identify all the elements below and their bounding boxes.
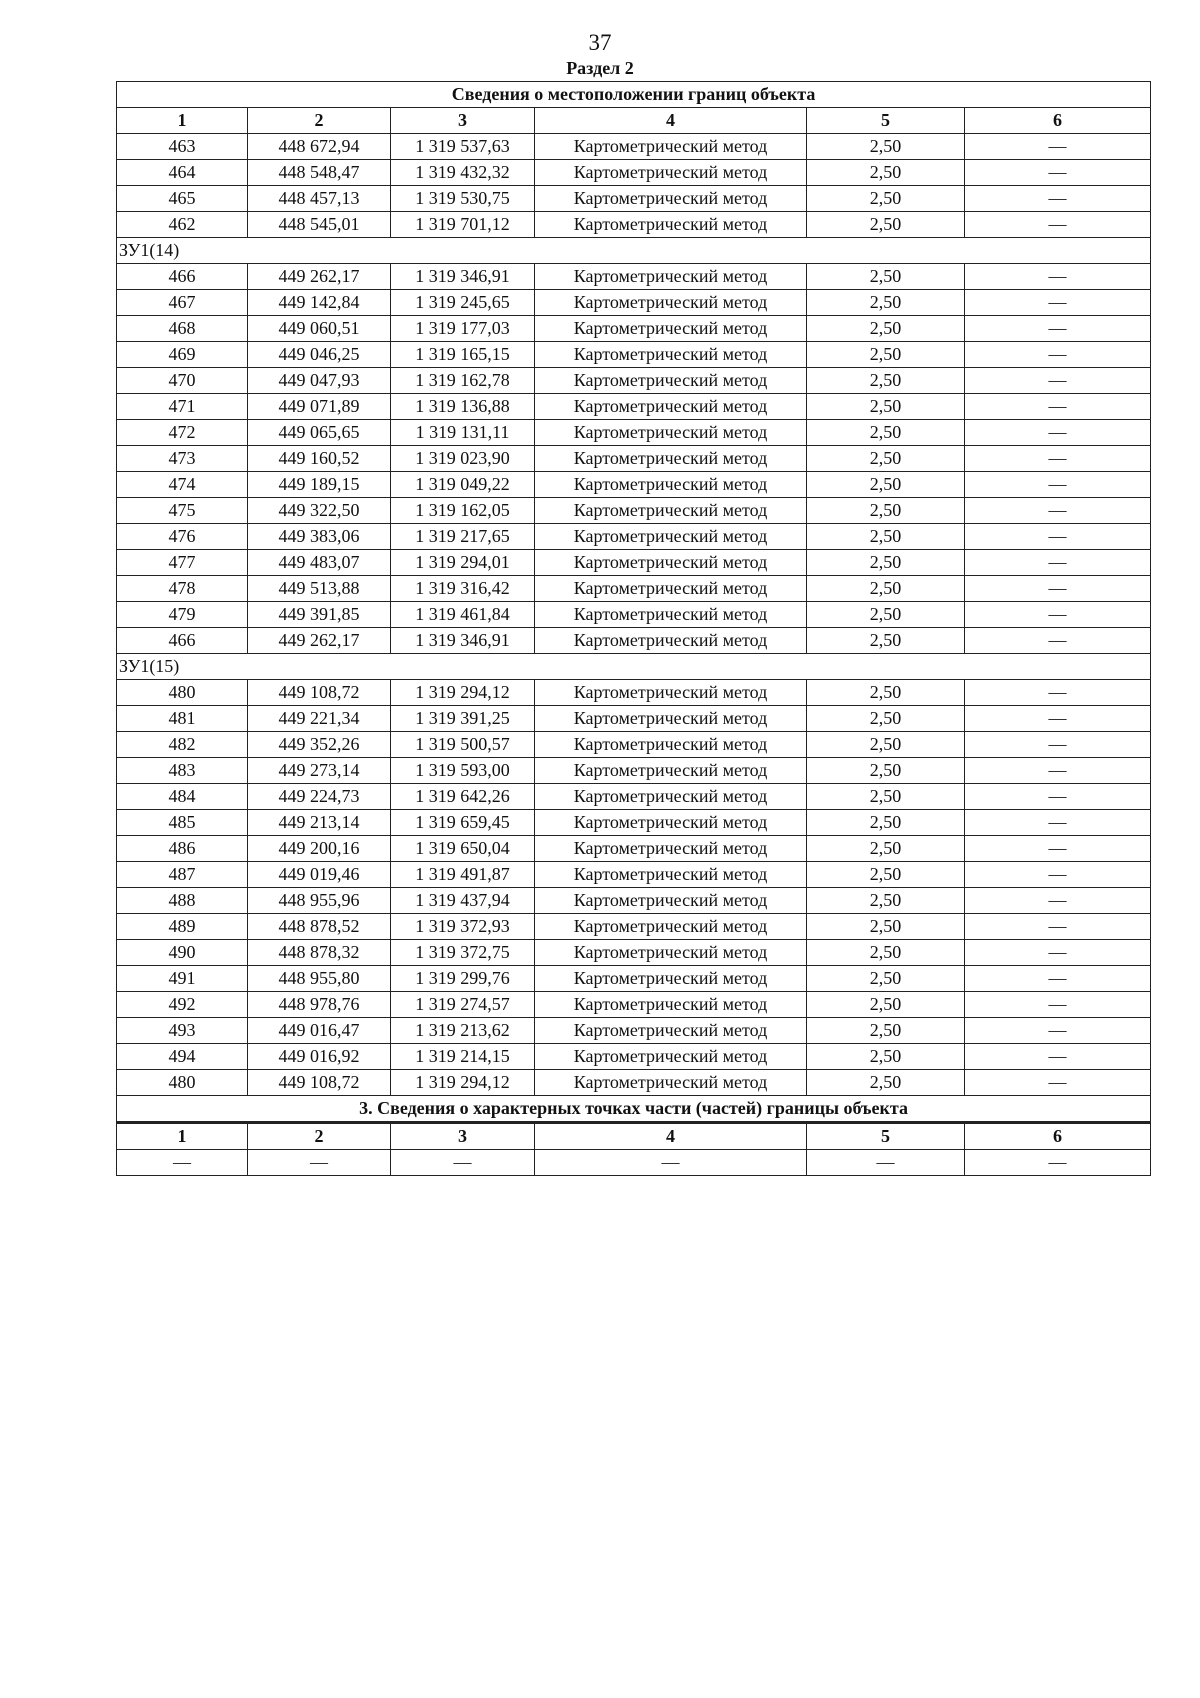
table-title-cell: Сведения о местоположении границ объекта <box>117 82 1151 108</box>
table-cell: 448 545,01 <box>248 212 391 238</box>
table-cell: 1 319 372,75 <box>391 940 535 966</box>
table-cell: — <box>965 680 1151 706</box>
table-cell: Картометрический метод <box>535 316 807 342</box>
table-cell: — <box>965 1018 1151 1044</box>
table-cell: Картометрический метод <box>535 784 807 810</box>
table-cell: 475 <box>117 498 248 524</box>
table-cell: 2,50 <box>807 836 965 862</box>
table-cell: 1 319 049,22 <box>391 472 535 498</box>
table-cell: 2,50 <box>807 992 965 1018</box>
table-cell: 1 319 593,00 <box>391 758 535 784</box>
table-row <box>117 576 1151 602</box>
table-cell: Картометрический метод <box>535 732 807 758</box>
table-cell: 1 319 500,57 <box>391 732 535 758</box>
table-cell: 2,50 <box>807 134 965 160</box>
table-cell: Картометрический метод <box>535 940 807 966</box>
table-cell: — <box>965 368 1151 394</box>
table-cell: 469 <box>117 342 248 368</box>
table-cell: 448 548,47 <box>248 160 391 186</box>
table-cell: Картометрический метод <box>535 186 807 212</box>
table-cell: — <box>965 602 1151 628</box>
table-cell: 2 <box>248 108 391 134</box>
table-row <box>117 290 1151 316</box>
table-cell: 1 319 162,05 <box>391 498 535 524</box>
table-cell: 449 108,72 <box>248 1070 391 1096</box>
table-cell: 448 457,13 <box>248 186 391 212</box>
table-cell: 1 319 346,91 <box>391 264 535 290</box>
table-row <box>117 212 1151 238</box>
table-cell: 449 071,89 <box>248 394 391 420</box>
table-cell: 2,50 <box>807 888 965 914</box>
table-cell: Картометрический метод <box>535 212 807 238</box>
table-cell: 492 <box>117 992 248 1018</box>
table-cell: 487 <box>117 862 248 888</box>
table-cell: — <box>965 1070 1151 1096</box>
table-row <box>117 1044 1151 1070</box>
table-cell: 2,50 <box>807 342 965 368</box>
table-cell: 2,50 <box>807 1018 965 1044</box>
table-cell: 468 <box>117 316 248 342</box>
table-cell: 2,50 <box>807 420 965 446</box>
table-cell: Картометрический метод <box>535 550 807 576</box>
table-cell: 449 262,17 <box>248 628 391 654</box>
table-cell: 490 <box>117 940 248 966</box>
table-cell: 2,50 <box>807 576 965 602</box>
table-cell: 1 319 213,62 <box>391 1018 535 1044</box>
table-cell: 1 319 491,87 <box>391 862 535 888</box>
table-cell: 1 319 461,84 <box>391 602 535 628</box>
table-cell: 481 <box>117 706 248 732</box>
table-cell: Картометрический метод <box>535 888 807 914</box>
group-label-zu1-15-cell: ЗУ1(15) <box>117 654 1151 680</box>
table-cell: — <box>807 1150 965 1176</box>
table-cell: 1 319 245,65 <box>391 290 535 316</box>
table-cell: 4 <box>535 1123 807 1150</box>
table-cell: 484 <box>117 784 248 810</box>
table-cell: 2,50 <box>807 186 965 212</box>
table-cell: 2 <box>248 1123 391 1150</box>
table-row <box>117 784 1151 810</box>
table-cell: 1 319 131,11 <box>391 420 535 446</box>
table-row <box>117 888 1151 914</box>
table-cell: 2,50 <box>807 602 965 628</box>
table-cell: 449 046,25 <box>248 342 391 368</box>
table-cell: 480 <box>117 1070 248 1096</box>
table-row <box>117 446 1151 472</box>
table-cell: 482 <box>117 732 248 758</box>
table-cell: Картометрический метод <box>535 992 807 1018</box>
table-cell: 2,50 <box>807 810 965 836</box>
table-cell: 1 319 391,25 <box>391 706 535 732</box>
table-cell: 2,50 <box>807 290 965 316</box>
group-label-zu1-14-cell: ЗУ1(14) <box>117 238 1151 264</box>
table-cell: Картометрический метод <box>535 810 807 836</box>
table-cell: 2,50 <box>807 498 965 524</box>
table-cell: 1 319 299,76 <box>391 966 535 992</box>
table-cell: 472 <box>117 420 248 446</box>
table-row <box>117 758 1151 784</box>
table-cell: — <box>965 1150 1151 1176</box>
table-cell: Картометрический метод <box>535 1018 807 1044</box>
table-cell: — <box>965 342 1151 368</box>
table-cell: Картометрический метод <box>535 602 807 628</box>
table-cell: — <box>965 524 1151 550</box>
table-cell: 2,50 <box>807 732 965 758</box>
table-cell: 449 189,15 <box>248 472 391 498</box>
table-cell: 1 319 136,88 <box>391 394 535 420</box>
table-cell: — <box>965 992 1151 1018</box>
table-cell: 2,50 <box>807 966 965 992</box>
table-row <box>117 706 1151 732</box>
table-cell: 3 <box>391 108 535 134</box>
table-cell: — <box>965 628 1151 654</box>
table-cell: 1 319 023,90 <box>391 446 535 472</box>
table-row <box>117 680 1151 706</box>
table-cell: — <box>965 264 1151 290</box>
table-cell: 2,50 <box>807 160 965 186</box>
part3-column-header-row <box>117 1123 1151 1150</box>
table-cell: Картометрический метод <box>535 134 807 160</box>
table-cell: 2,50 <box>807 264 965 290</box>
table-cell: — <box>965 784 1151 810</box>
table-cell: 448 978,76 <box>248 992 391 1018</box>
table-cell: 449 016,92 <box>248 1044 391 1070</box>
table-cell: Картометрический метод <box>535 160 807 186</box>
table-cell: 462 <box>117 212 248 238</box>
table-cell: 2,50 <box>807 1044 965 1070</box>
table-cell: — <box>248 1150 391 1176</box>
table-title <box>117 82 1151 108</box>
table-cell: 449 273,14 <box>248 758 391 784</box>
table-cell: 5 <box>807 108 965 134</box>
table-row <box>117 940 1151 966</box>
part3-title <box>117 1096 1151 1123</box>
table-cell: 449 160,52 <box>248 446 391 472</box>
group-label-zu1-14 <box>117 238 1151 264</box>
table-cell: — <box>117 1150 248 1176</box>
table-cell: 466 <box>117 628 248 654</box>
table-row <box>117 992 1151 1018</box>
table-cell: 2,50 <box>807 394 965 420</box>
table-cell: 2,50 <box>807 446 965 472</box>
table-cell: 470 <box>117 368 248 394</box>
table-cell: 1 319 165,15 <box>391 342 535 368</box>
table-cell: — <box>965 186 1151 212</box>
table-cell: Картометрический метод <box>535 1044 807 1070</box>
table-cell: — <box>965 290 1151 316</box>
table-row <box>117 472 1151 498</box>
table-cell: 449 383,06 <box>248 524 391 550</box>
table-cell: — <box>965 420 1151 446</box>
table-cell: Картометрический метод <box>535 836 807 862</box>
table-cell: 474 <box>117 472 248 498</box>
table-cell: — <box>965 212 1151 238</box>
table-cell: 489 <box>117 914 248 940</box>
table-cell: 1 <box>117 1123 248 1150</box>
table-cell: 449 322,50 <box>248 498 391 524</box>
table-cell: — <box>965 888 1151 914</box>
table-cell: — <box>965 758 1151 784</box>
table-cell: Картометрический метод <box>535 862 807 888</box>
table-cell: 448 955,80 <box>248 966 391 992</box>
table-cell: — <box>965 394 1151 420</box>
section-title: Раздел 2 <box>566 58 634 78</box>
table-cell: 1 319 437,94 <box>391 888 535 914</box>
table-cell: 2,50 <box>807 316 965 342</box>
boundary-table <box>116 81 1151 1176</box>
table-cell: 2,50 <box>807 472 965 498</box>
table-cell: 449 060,51 <box>248 316 391 342</box>
table-cell: Картометрический метод <box>535 680 807 706</box>
table-cell: 1 <box>117 108 248 134</box>
table-cell: 1 319 642,26 <box>391 784 535 810</box>
table-row <box>117 550 1151 576</box>
table-cell: Картометрический метод <box>535 628 807 654</box>
table-cell: Картометрический метод <box>535 914 807 940</box>
table-cell: 464 <box>117 160 248 186</box>
table-cell: 449 224,73 <box>248 784 391 810</box>
table-cell: 465 <box>117 186 248 212</box>
table-cell: Картометрический метод <box>535 576 807 602</box>
table-cell: 449 262,17 <box>248 264 391 290</box>
table-row <box>117 628 1151 654</box>
group-label-zu1-15 <box>117 654 1151 680</box>
table-cell: 1 319 177,03 <box>391 316 535 342</box>
table-cell: 2,50 <box>807 550 965 576</box>
table-row <box>117 1070 1151 1096</box>
column-header-row <box>117 108 1151 134</box>
table-cell: 1 319 214,15 <box>391 1044 535 1070</box>
table-cell: 2,50 <box>807 368 965 394</box>
table-cell: — <box>965 966 1151 992</box>
table-cell: 1 319 432,32 <box>391 160 535 186</box>
table-cell: — <box>965 316 1151 342</box>
table-row <box>117 810 1151 836</box>
table-cell: — <box>965 810 1151 836</box>
table-cell: 467 <box>117 290 248 316</box>
table-cell: 2,50 <box>807 784 965 810</box>
table-cell: — <box>965 134 1151 160</box>
table-cell: 477 <box>117 550 248 576</box>
table-cell: 448 878,52 <box>248 914 391 940</box>
table-cell: 449 221,34 <box>248 706 391 732</box>
table-cell: — <box>965 160 1151 186</box>
table-cell: Картометрический метод <box>535 706 807 732</box>
table-row <box>117 836 1151 862</box>
table-cell: 449 200,16 <box>248 836 391 862</box>
table-cell: — <box>391 1150 535 1176</box>
table-cell: 486 <box>117 836 248 862</box>
table-cell: 1 319 294,01 <box>391 550 535 576</box>
part3-title-cell: 3. Сведения о характерных точках части (частей) границы объекта <box>117 1096 1151 1123</box>
table-cell: — <box>965 940 1151 966</box>
page-number: 37 <box>588 30 612 55</box>
table-cell: Картометрический метод <box>535 524 807 550</box>
table-cell: — <box>965 732 1151 758</box>
table-row <box>117 524 1151 550</box>
table-cell: Картометрический метод <box>535 472 807 498</box>
table-row <box>117 602 1151 628</box>
table-cell: 1 319 274,57 <box>391 992 535 1018</box>
table-cell: 448 955,96 <box>248 888 391 914</box>
table-cell: 488 <box>117 888 248 914</box>
table-cell: 493 <box>117 1018 248 1044</box>
table-cell: 1 319 162,78 <box>391 368 535 394</box>
table-row <box>117 914 1151 940</box>
table-cell: 2,50 <box>807 212 965 238</box>
table-cell: 479 <box>117 602 248 628</box>
table-cell: 6 <box>965 108 1151 134</box>
table-cell: 1 319 346,91 <box>391 628 535 654</box>
table-cell: 449 108,72 <box>248 680 391 706</box>
table-cell: 449 019,46 <box>248 862 391 888</box>
table-cell: 1 319 294,12 <box>391 1070 535 1096</box>
table-cell: 494 <box>117 1044 248 1070</box>
table-cell: 1 319 659,45 <box>391 810 535 836</box>
table-cell: 476 <box>117 524 248 550</box>
table-cell: — <box>965 576 1151 602</box>
table-row <box>117 862 1151 888</box>
table-cell: Картометрический метод <box>535 264 807 290</box>
table-cell: 448 878,32 <box>248 940 391 966</box>
table-row <box>117 368 1151 394</box>
table-cell: 2,50 <box>807 680 965 706</box>
table-cell: 1 319 701,12 <box>391 212 535 238</box>
table-cell: 449 065,65 <box>248 420 391 446</box>
table-cell: 466 <box>117 264 248 290</box>
table-cell: 1 319 316,42 <box>391 576 535 602</box>
table-cell: 473 <box>117 446 248 472</box>
table-cell: 2,50 <box>807 862 965 888</box>
table-cell: 2,50 <box>807 1070 965 1096</box>
table-row <box>117 160 1151 186</box>
table-cell: — <box>965 498 1151 524</box>
table-cell: 449 047,93 <box>248 368 391 394</box>
table-cell: 2,50 <box>807 758 965 784</box>
table-cell: Картометрический метод <box>535 290 807 316</box>
table-cell: 1 319 537,63 <box>391 134 535 160</box>
table-row <box>117 732 1151 758</box>
table-cell: 480 <box>117 680 248 706</box>
table-cell: 6 <box>965 1123 1151 1150</box>
table-cell: — <box>965 550 1151 576</box>
table-row <box>117 966 1151 992</box>
table-cell: 1 319 650,04 <box>391 836 535 862</box>
table-cell: — <box>965 1044 1151 1070</box>
table-cell: 1 319 217,65 <box>391 524 535 550</box>
table-cell: — <box>965 836 1151 862</box>
table-cell: Картометрический метод <box>535 446 807 472</box>
table-cell: 449 016,47 <box>248 1018 391 1044</box>
table-cell: 448 672,94 <box>248 134 391 160</box>
table-row <box>117 498 1151 524</box>
table-cell: 1 319 530,75 <box>391 186 535 212</box>
table-cell: 1 319 294,12 <box>391 680 535 706</box>
table-cell: 2,50 <box>807 940 965 966</box>
table-cell: Картометрический метод <box>535 368 807 394</box>
table-cell: — <box>965 472 1151 498</box>
table-cell: 449 483,07 <box>248 550 391 576</box>
table-row <box>117 186 1151 212</box>
table-row <box>117 1150 1151 1176</box>
table-row <box>117 394 1151 420</box>
table-cell: Картометрический метод <box>535 966 807 992</box>
table-cell: Картометрический метод <box>535 394 807 420</box>
table-cell: 449 213,14 <box>248 810 391 836</box>
table-cell: 2,50 <box>807 628 965 654</box>
table-cell: 478 <box>117 576 248 602</box>
table-row <box>117 264 1151 290</box>
table-cell: Картометрический метод <box>535 758 807 784</box>
table-cell: 5 <box>807 1123 965 1150</box>
table-cell: 2,50 <box>807 706 965 732</box>
table-cell: 1 319 372,93 <box>391 914 535 940</box>
table-cell: 3 <box>391 1123 535 1150</box>
table-row <box>117 1018 1151 1044</box>
table-cell: Картометрический метод <box>535 342 807 368</box>
table-cell: — <box>965 914 1151 940</box>
table-cell: — <box>965 706 1151 732</box>
table-row <box>117 420 1151 446</box>
table-cell: Картометрический метод <box>535 498 807 524</box>
table-cell: 471 <box>117 394 248 420</box>
table-cell: 449 352,26 <box>248 732 391 758</box>
table-cell: 2,50 <box>807 524 965 550</box>
table-cell: 2,50 <box>807 914 965 940</box>
table-cell: 449 513,88 <box>248 576 391 602</box>
table-row <box>117 342 1151 368</box>
table-cell: — <box>965 446 1151 472</box>
table-row <box>117 134 1151 160</box>
table-cell: — <box>965 862 1151 888</box>
table-row <box>117 316 1151 342</box>
table-cell: Картометрический метод <box>535 1070 807 1096</box>
table-cell: 491 <box>117 966 248 992</box>
table-cell: 463 <box>117 134 248 160</box>
table-cell: 4 <box>535 108 807 134</box>
table-cell: Картометрический метод <box>535 420 807 446</box>
table-cell: — <box>535 1150 807 1176</box>
table-cell: 485 <box>117 810 248 836</box>
table-cell: 449 142,84 <box>248 290 391 316</box>
table-cell: 483 <box>117 758 248 784</box>
table-cell: 449 391,85 <box>248 602 391 628</box>
